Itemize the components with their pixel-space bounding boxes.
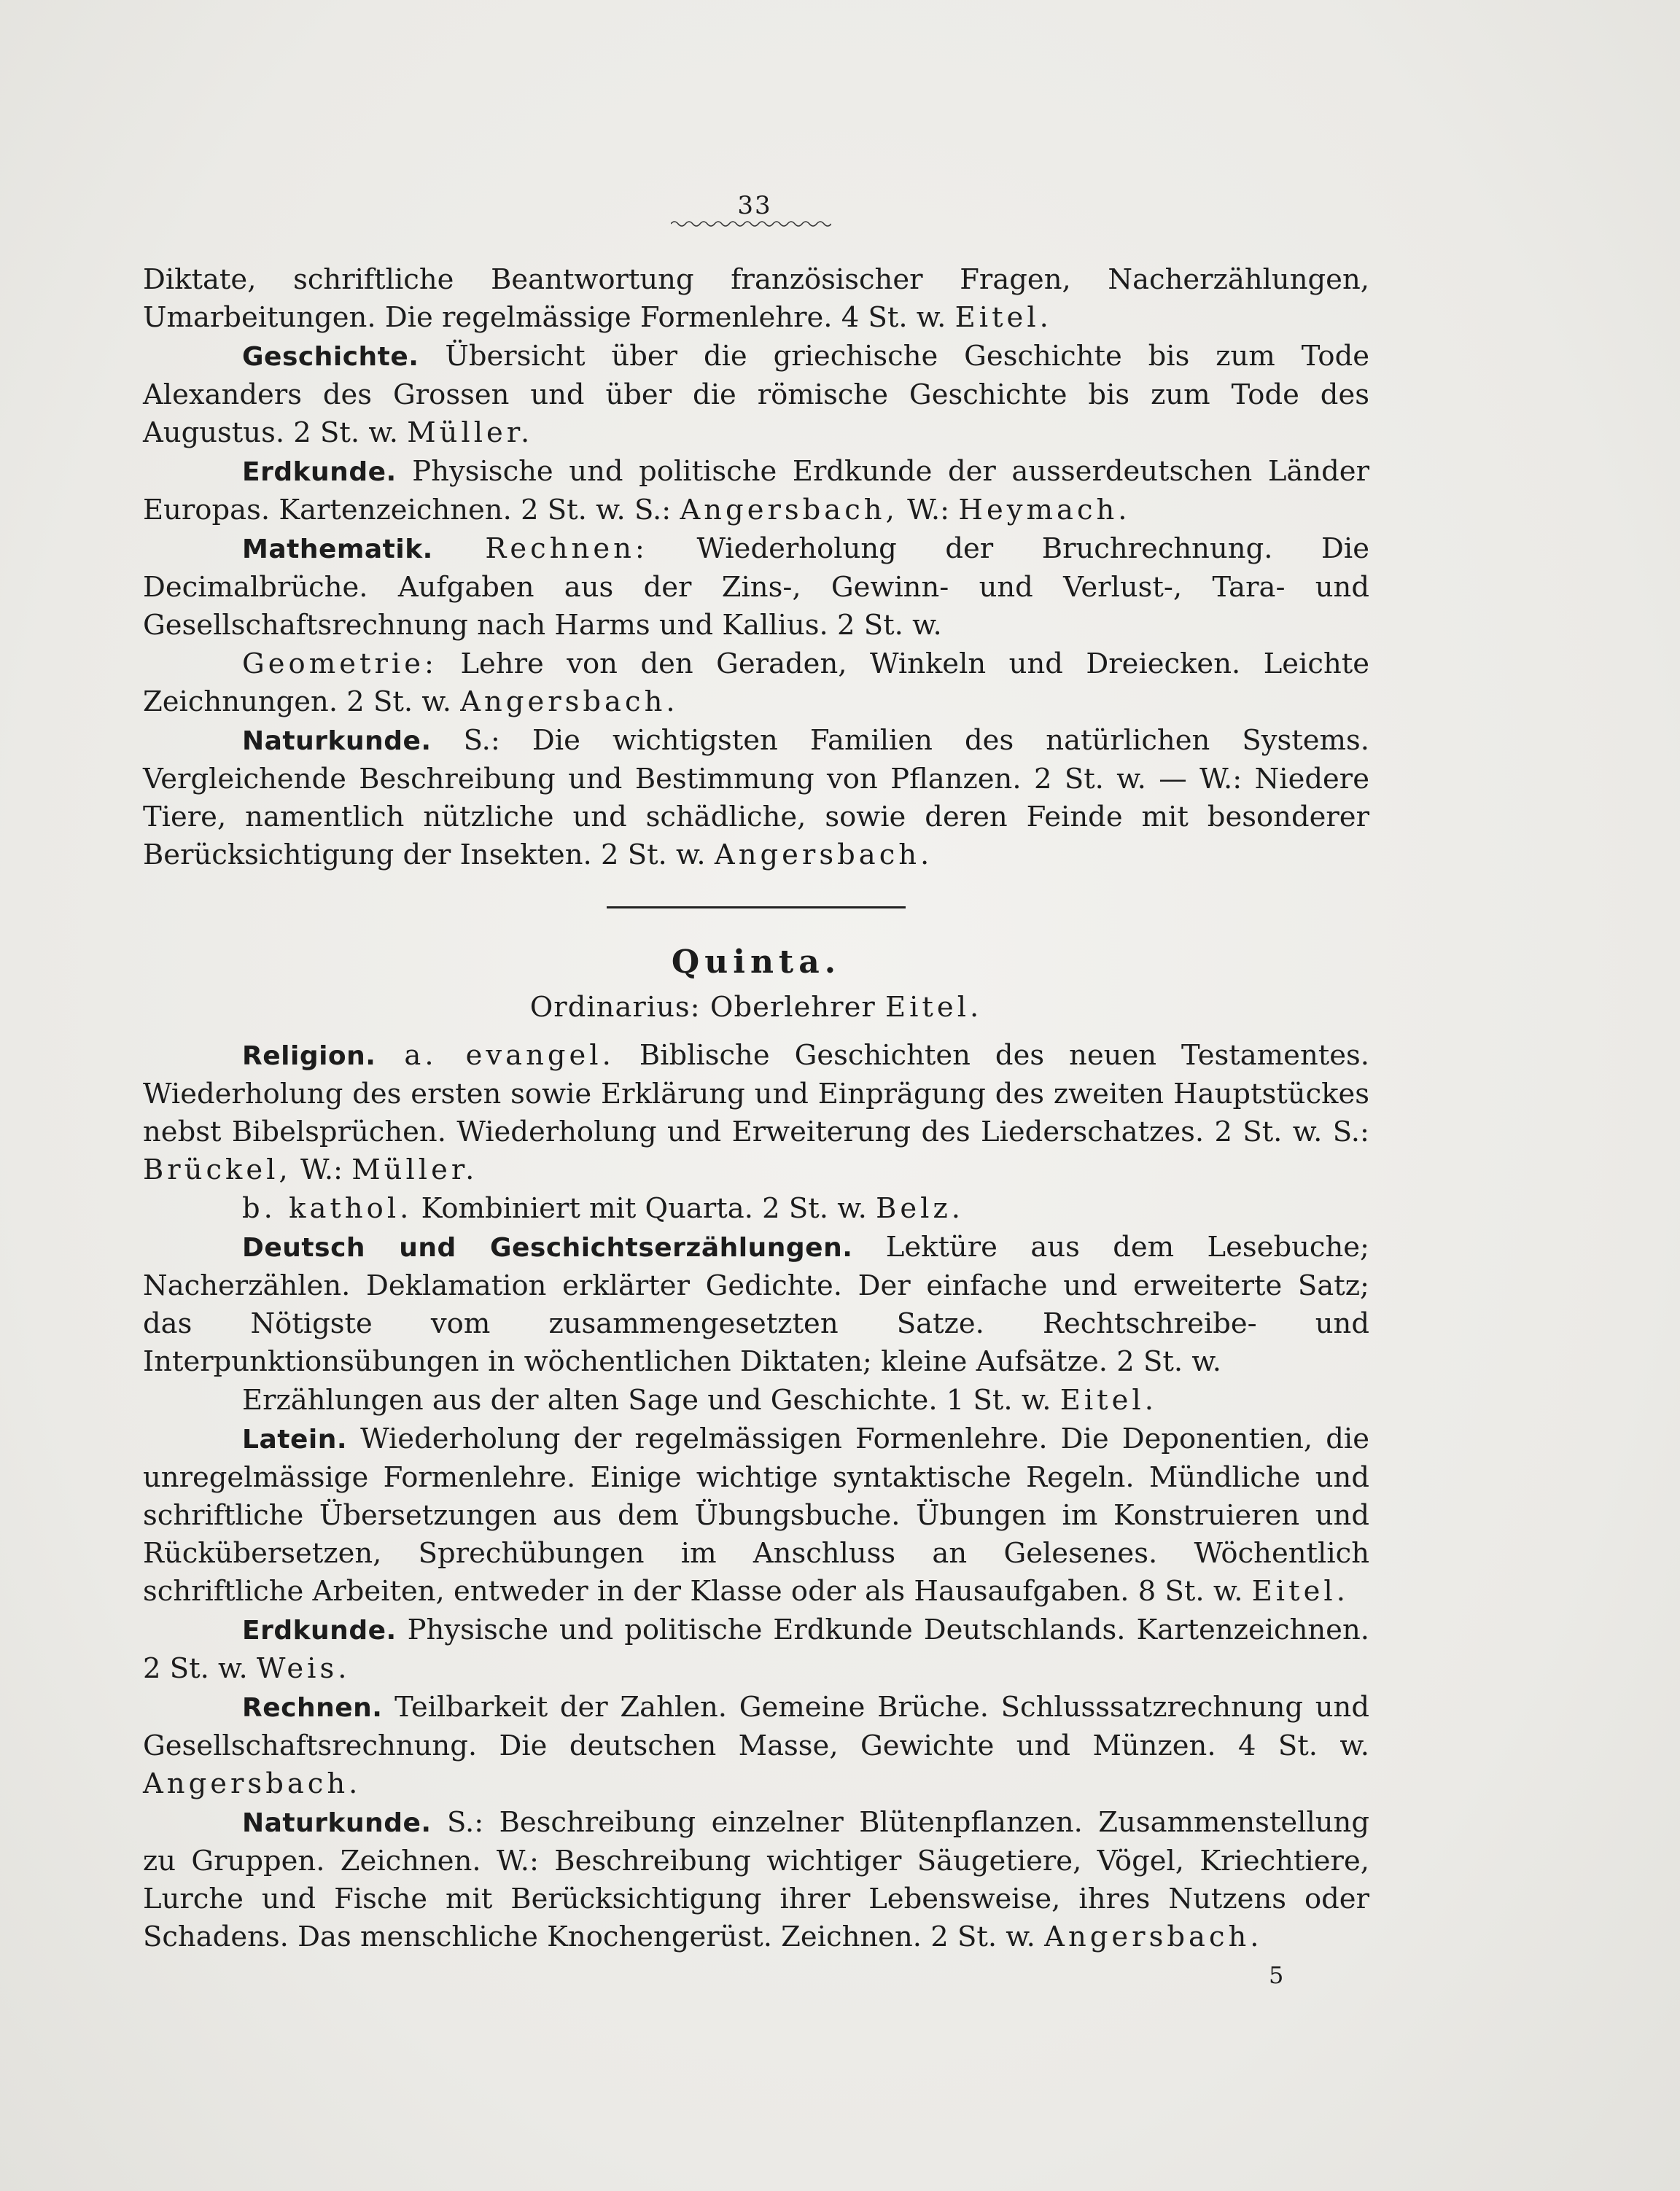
teacher-name: Angersbach. [1044,1920,1263,1953]
subject-heading: Mathematik. [242,534,433,564]
topic-label: b. kathol. [242,1192,413,1225]
teacher-name: Belz. [876,1192,965,1225]
teacher-name: Eitel. [1059,1384,1157,1417]
paragraph-deutsch [143,1229,1369,1381]
teacher-name: Weis. [256,1652,351,1685]
section-title: Quinta. [671,943,841,981]
teacher-name: Heymach. [958,494,1131,526]
subject-heading: Geschichte. [242,342,419,372]
subject-heading: Religion. [242,1041,376,1071]
paragraph-text: Lehre von den Geraden, Winkeln und Dreiecken. Leichte Zeichnungen. 2 St. w. [143,647,1369,718]
teacher-name: Brückel, [143,1153,292,1186]
topic-label: Geometrie: [242,647,438,680]
paragraph-text: Diktate, schriftliche Beantwortung französischer Fragen, Nacherzählungen, Umarbeitungen. Die regelmässige Formenlehre. 4 St. w. [143,263,1369,334]
teacher-name: Angersbach. [143,1767,362,1800]
signature-mark: 5 [1269,1961,1284,1989]
paragraph-text: Kombiniert mit Quarta. 2 St. w. [412,1192,876,1225]
paragraph-text: Lektüre aus dem Lesebuche; Nacherzählen. Deklamation erklärter Gedichte. Der einfache und erweiterte Satz; das Nötigste vom zusammengesetzten Satze. Rechtschreibe- und Interpunktionsübungen in wöchentlichen Diktaten; kleine Aufsätze. 2 St. w. [143,1231,1369,1378]
paragraph-religion [143,1037,1369,1189]
teacher-name: Angersbach. [460,685,679,718]
subject-heading: Deutsch und Geschichtserzählungen. [242,1233,853,1263]
teacher-name: Müller. [407,416,534,449]
paragraph-geschichte [143,338,1369,452]
subject-heading: Erdkunde. [242,457,397,487]
paragraph-text: Übersicht über die griechische Geschichte bis zum Tode Alexanders des Grossen und über die römische Geschichte bis zum Tode des Augustus. 2 St. w. [143,340,1369,449]
teacher-name: Eitel. [1251,1575,1349,1608]
paragraph-erzaehlungen [143,1382,1369,1420]
paragraph-erdkunde-quinta [143,1611,1369,1688]
teacher-name: Eitel. [954,301,1052,334]
paragraph-text: Biblische Geschichten des neuen Testamentes. Wiederholung des ersten sowie Erklärung und Einprägung des zweiten Hauptstückes nebst Bibelsprüchen. Wiederholung und Erweiterung des Liederschatzes. 2 St. w. S.: [143,1039,1370,1148]
topic-label: a. evangel. [376,1039,615,1072]
paragraph-geometrie [143,645,1369,721]
topic-label: Rechnen: [432,532,648,565]
paragraph-religion-kathol [143,1190,1369,1228]
paragraph-rechnen [143,1689,1369,1803]
subject-heading: Rechnen. [242,1693,383,1723]
document-body [143,261,1369,1957]
paragraph-naturkunde-quinta [143,1804,1369,1956]
paragraph-intro [143,261,1369,337]
subject-heading: Naturkunde. [242,726,432,756]
paragraph-text: W.: [291,1153,352,1186]
paragraph-text: W.: [898,494,959,526]
paragraph-text: Wiederholung der Bruchrechnung. Die Decimalbrüche. Aufgaben aus der Zins-, Gewinn- und Verlust-, Tara- und Gesellschaftsrechnung nach Harms und Kallius. 2 St. w. [143,532,1369,642]
paragraph-text: Physische und politische Erdkunde der ausserdeutschen Länder Europas. Kartenzeichnen. 2 St. w. S.: [143,455,1369,526]
paragraph-latein [143,1420,1369,1611]
paragraph-text: S.: Beschreibung einzelner Blütenpflanzen. Zusammenstellung zu Gruppen. Zeichnen. W.: Beschreibung wichtiger Säugetiere, Vögel, Kriechtiere, Lurche und Fische mit Berücksichtigung ihrer Lebensweise, ihres Nutzens oder Schadens. Das menschliche Knochengerüst. Zeichnen. 2 St. w. [143,1806,1369,1953]
teacher-name: Müller. [351,1153,478,1186]
subject-heading: Naturkunde. [242,1808,432,1838]
ordinarius-line [143,989,1369,1027]
teacher-name: Eitel. [885,991,983,1024]
section-divider [607,906,906,908]
subject-heading: Latein. [242,1425,348,1455]
paragraph-text: Erzählungen aus der alten Sage und Geschichte. 1 St. w. [242,1384,1060,1417]
teacher-name: Angersbach. [714,838,933,871]
wavy-ornament [671,219,831,229]
paragraph-mathematik [143,530,1369,645]
paragraph-erdkunde [143,453,1369,529]
paragraph-text: S.: Die wichtigsten Familien des natürlichen Systems. Vergleichende Beschreibung und Bestimmung von Pflanzen. 2 St. w. — W.: Niedere Tiere, namentlich nützliche und schädliche, sowie deren Feinde mit besonderer Berücksichtigung der Insekten. 2 St. w. [143,724,1369,871]
ordinarius-label: Ordinarius: Oberlehrer [529,991,886,1024]
page-number: 33 [737,191,772,220]
teacher-name: Angersbach, [680,494,898,526]
subject-heading: Erdkunde. [242,1616,397,1646]
paragraph-text: Teilbarkeit der Zahlen. Gemeine Brüche. Schlusssatzrechnung und Gesellschaftsrechnung. Die deutschen Masse, Gewichte und Münzen. 4 St. w. [143,1691,1369,1762]
paragraph-text: Wiederholung der regelmässigen Formenlehre. Die Deponentien, die unregelmässige Formenlehre. Einige wichtige syntaktische Regeln. Mündliche und schriftliche Übersetzungen aus dem Übungsbuche. Übungen im Konstruieren und Rückübersetzen, Sprechübungen im Anschluss an Gelesenes. Wöchentlich schriftliche Arbeiten, entweder in der Klasse oder als Hausaufgaben. 8 St. w. [143,1423,1369,1608]
paragraph-text: Physische und politische Erdkunde Deutschlands. Kartenzeichnen. 2 St. w. [143,1614,1369,1685]
paragraph-naturkunde [143,722,1369,874]
